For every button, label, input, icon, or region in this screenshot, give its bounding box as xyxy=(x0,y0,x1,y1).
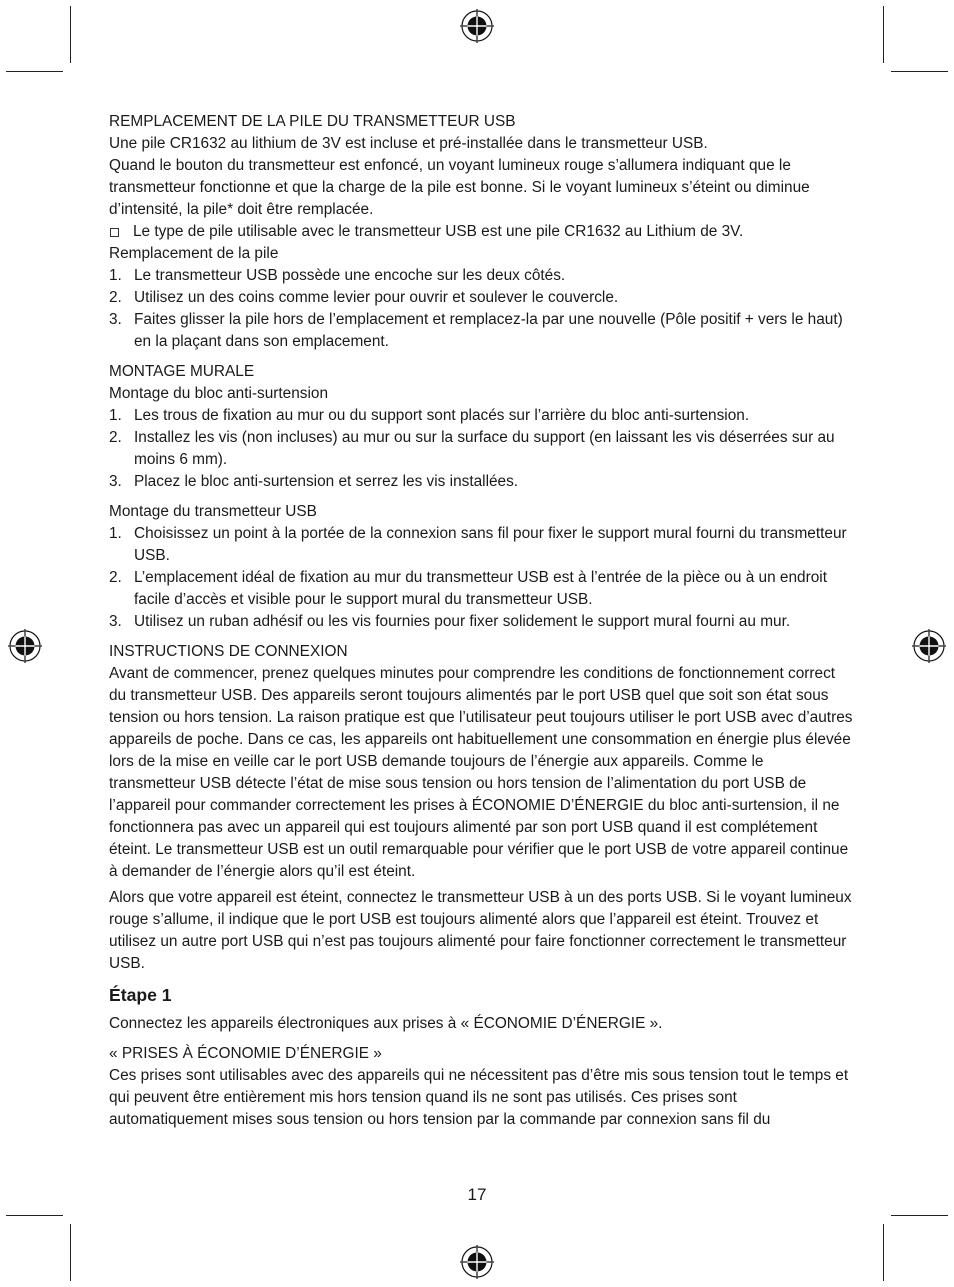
battery-steps-list xyxy=(109,265,854,353)
list-item-text: Utilisez un ruban adhésif ou les vis fournies pour fixer solidement le support mural fourni au mur. xyxy=(134,613,791,630)
paragraph: Alors que votre appareil est éteint, connectez le transmetteur USB à un des ports USB. Si le voyant lumineux rouge s’allume, il indique que le port USB est toujours alimenté alors que l’appareil est éteint. Trouvez et utilisez un autre port USB qui n’est pas toujours alimenté pour faire fonctionner correctement le transmetteur USB. xyxy=(109,889,852,972)
list-number: 2. xyxy=(109,429,122,446)
subheading: Montage du transmetteur USB xyxy=(109,503,317,520)
note-text: Le type de pile utilisable avec le transmetteur USB est une pile CR1632 au Lithium de 3V. xyxy=(133,223,744,240)
section-heading: MONTAGE MURALE xyxy=(109,363,255,380)
list-item xyxy=(109,611,854,633)
list-number: 1. xyxy=(109,267,122,284)
surge-block-steps-list xyxy=(109,405,854,493)
checkbox-bullet-icon xyxy=(110,228,119,237)
registration-mark-left-icon xyxy=(8,629,42,663)
section-transmitter-mounting xyxy=(109,501,854,633)
section-battery-replacement xyxy=(109,111,854,353)
registration-mark-right-icon xyxy=(912,629,946,663)
list-item-text: Placez le bloc anti-surtension et serrez les vis installées. xyxy=(134,473,519,490)
list-item xyxy=(109,309,854,353)
crop-mark-top-left-vertical xyxy=(70,6,71,63)
subheading: « PRISES À ÉCONOMIE D’ÉNERGIE » xyxy=(109,1045,382,1062)
paragraph: Une pile CR1632 au lithium de 3V est incluse et pré-installée dans le transmetteur USB. xyxy=(109,135,708,152)
crop-mark-bottom-left-horizontal xyxy=(6,1215,63,1216)
list-number: 1. xyxy=(109,407,122,424)
crop-mark-bottom-right-horizontal xyxy=(891,1215,948,1216)
crop-mark-bottom-right-vertical xyxy=(883,1224,884,1281)
crop-mark-bottom-left-vertical xyxy=(70,1224,71,1281)
list-number: 3. xyxy=(109,311,122,328)
list-item-text: Les trous de fixation au mur ou du support sont placés sur l’arrière du bloc anti-surtension. xyxy=(134,407,750,424)
paragraph: Avant de commencer, prenez quelques minutes pour comprendre les conditions de fonctionnement correct du transmetteur USB. Des appareils seront toujours alimentés par le port USB quel que soit son état sous tension ou hors tension. La raison pratique est que l’utilisateur peut toujours utiliser le port USB avec d’autres appareils de poche. Dans ce cas, les appareils ont habituellement une consommation en énergie plus élevée lors de la mise en veille car le port USB demande toujours de l’énergie aux appareils. Comme le transmetteur USB détecte l’état de mise sous tension ou hors tension de l’alimentation du port USB de l’appareil pour commander correctement les prises à ÉCONOMIE D’ÉNERGIE du bloc anti-surtension, il ne fonctionnera pas avec un appareil qui est toujours alimenté par son port USB quand il est complétement éteint. Le transmetteur USB est un outil remarquable pour vérifier que le port USB de votre appareil continue à demander de l’énergie alors qu’il est éteint. xyxy=(109,665,853,880)
list-item-text: Installez les vis (non incluses) au mur ou sur la surface du support (en laissant les vis déserrées sur au moins 6 mm). xyxy=(134,429,835,468)
section-heading: REMPLACEMENT DE LA PILE DU TRANSMETTEUR USB xyxy=(109,113,516,130)
crop-mark-top-right-horizontal xyxy=(891,71,948,72)
section-heading: INSTRUCTIONS DE CONNEXION xyxy=(109,643,348,660)
list-item xyxy=(109,265,854,287)
list-number: 3. xyxy=(109,473,122,490)
list-item-text: Utilisez un des coins comme levier pour ouvrir et soulever le couvercle. xyxy=(134,289,619,306)
paragraph: Ces prises sont utilisables avec des appareils qui ne nécessitent pas d’être mis sous tension tout le temps et qui peuvent être entièrement mis hors tension quand ils ne sont pas utilisés. Ces prises sont automatiquement mises sous tension ou hors tension par la commande par connexion sans fil du xyxy=(109,1067,849,1128)
list-item-text: L’emplacement idéal de fixation au mur du transmetteur USB est à l’entrée de la pièce ou à un endroit facile d’accès et visible pour le support mural du transmetteur USB. xyxy=(134,569,827,608)
list-number: 2. xyxy=(109,289,122,306)
list-item-text: Choisissez un point à la portée de la connexion sans fil pour fixer le support mural fourni du transmetteur USB. xyxy=(134,525,847,564)
list-number: 1. xyxy=(109,525,122,542)
paragraph: Quand le bouton du transmetteur est enfoncé, un voyant lumineux rouge s’allumera indiquant que le transmetteur fonctionne et que la charge de la pile est bonne. Si le voyant lumineux s’éteint ou diminue d’intensité, la pile* doit être remplacée. xyxy=(109,157,810,218)
list-item xyxy=(109,567,854,611)
list-item xyxy=(109,427,854,471)
list-number: 3. xyxy=(109,613,122,630)
document-body xyxy=(109,111,854,1139)
section-connection-instructions xyxy=(109,641,854,975)
list-item xyxy=(109,405,854,427)
crop-mark-top-right-vertical xyxy=(883,6,884,63)
registration-mark-top-icon xyxy=(460,9,494,43)
list-item xyxy=(109,523,854,567)
section-step-1 xyxy=(109,983,854,1131)
step-heading: Étape 1 xyxy=(109,985,172,1005)
list-item-text: Le transmetteur USB possède une encoche sur les deux côtés. xyxy=(134,267,566,284)
registration-mark-bottom-icon xyxy=(460,1245,494,1279)
subheading: Remplacement de la pile xyxy=(109,245,279,262)
paragraph: Connectez les appareils électroniques aux prises à « ÉCONOMIE D’ÉNERGIE ». xyxy=(109,1015,663,1032)
page-number: 17 xyxy=(467,1185,487,1204)
list-item-text: Faites glisser la pile hors de l’emplacement et remplacez-la par une nouvelle (Pôle positif + vers le haut) en la plaçant dans son emplacement. xyxy=(134,311,843,350)
battery-type-note xyxy=(109,221,854,243)
list-item xyxy=(109,471,854,493)
list-item xyxy=(109,287,854,309)
subheading: Montage du bloc anti-surtension xyxy=(109,385,329,402)
crop-mark-top-left-horizontal xyxy=(6,71,63,72)
list-number: 2. xyxy=(109,569,122,586)
section-wall-mounting xyxy=(109,361,854,493)
transmitter-steps-list xyxy=(109,523,854,633)
